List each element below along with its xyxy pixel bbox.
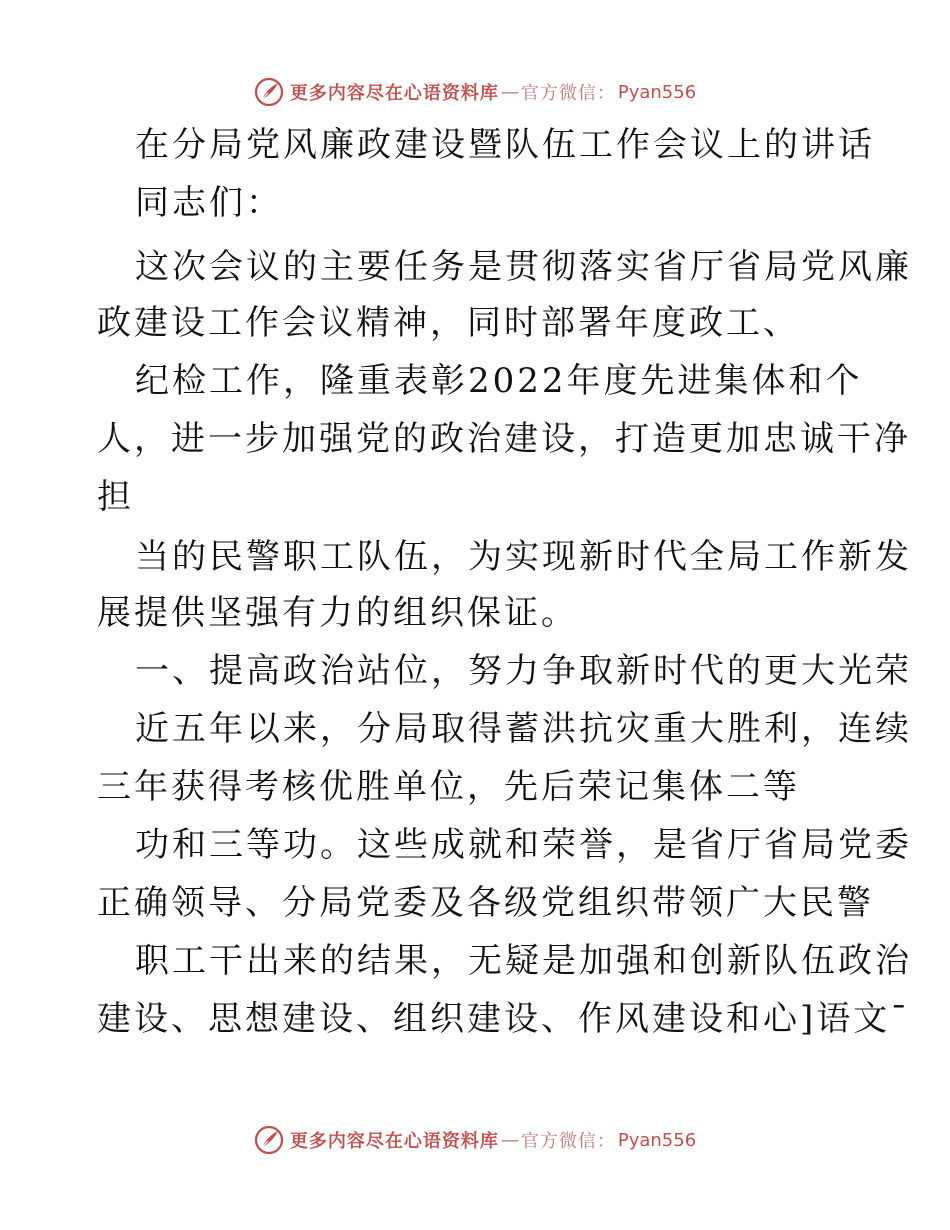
salutation: 同志们： [135,183,283,223]
watermark-dash: — [500,1129,519,1151]
paragraph-line: 正确领导、分局党委及各级党组织带领广大民警 [97,883,874,923]
paragraph-line: 担 [97,477,134,517]
paragraph-line: 建设、思想建设、组织建设、作风建设和心]语文¯ [97,999,911,1039]
watermark-main-text: 更多内容尽在心语资料库 [289,83,499,104]
watermark-main-text: 更多内容尽在心语资料库 [289,1131,499,1152]
document-title: 在分局党风廉政建设暨队伍工作会议上的讲话 [135,125,875,165]
paragraph-line: 当的民警职工队伍，为实现新时代全局工作新发 [135,537,912,577]
feather-pen-logo-icon [254,77,284,107]
watermark-sub-text: 官方微信： [520,1131,616,1152]
watermark-sub-text: 官方微信： [520,83,616,104]
paragraph-line: 近五年以来，分局取得蓄洪抗灾重大胜利，连续 [135,709,912,749]
paragraph-line: 人，进一步加强党的政治建设，打造更加忠诚干净 [97,419,911,459]
paragraph-line: 三年获得考核优胜单位，先后荣记集体二等 [97,767,800,807]
paragraph-line: 功和三等功。这些成就和荣誉，是省厅省局党委 [135,825,912,865]
footer-watermark [0,1120,950,1160]
header-watermark [0,72,950,112]
paragraph-line: 职工干出来的结果，无疑是加强和创新队伍政治 [135,941,912,981]
paragraph-line: 政建设工作会议精神，同时部署年度政工、 [97,303,800,343]
feather-pen-logo-icon [254,1125,284,1155]
watermark-wechat-id: Pyan556 [617,1129,697,1151]
paragraph-line: 这次会议的主要任务是贯彻落实省厅省局党风廉 [135,247,912,287]
paragraph-line: 纪检工作，隆重表彰2022年度先进集体和个 [135,361,863,401]
section-heading: 一、提高政治站位，努力争取新时代的更大光荣 [135,651,912,691]
paragraph-line: 展提供坚强有力的组织保证。 [97,593,578,633]
watermark-dash: — [500,81,519,103]
watermark-wechat-id: Pyan556 [617,81,697,103]
